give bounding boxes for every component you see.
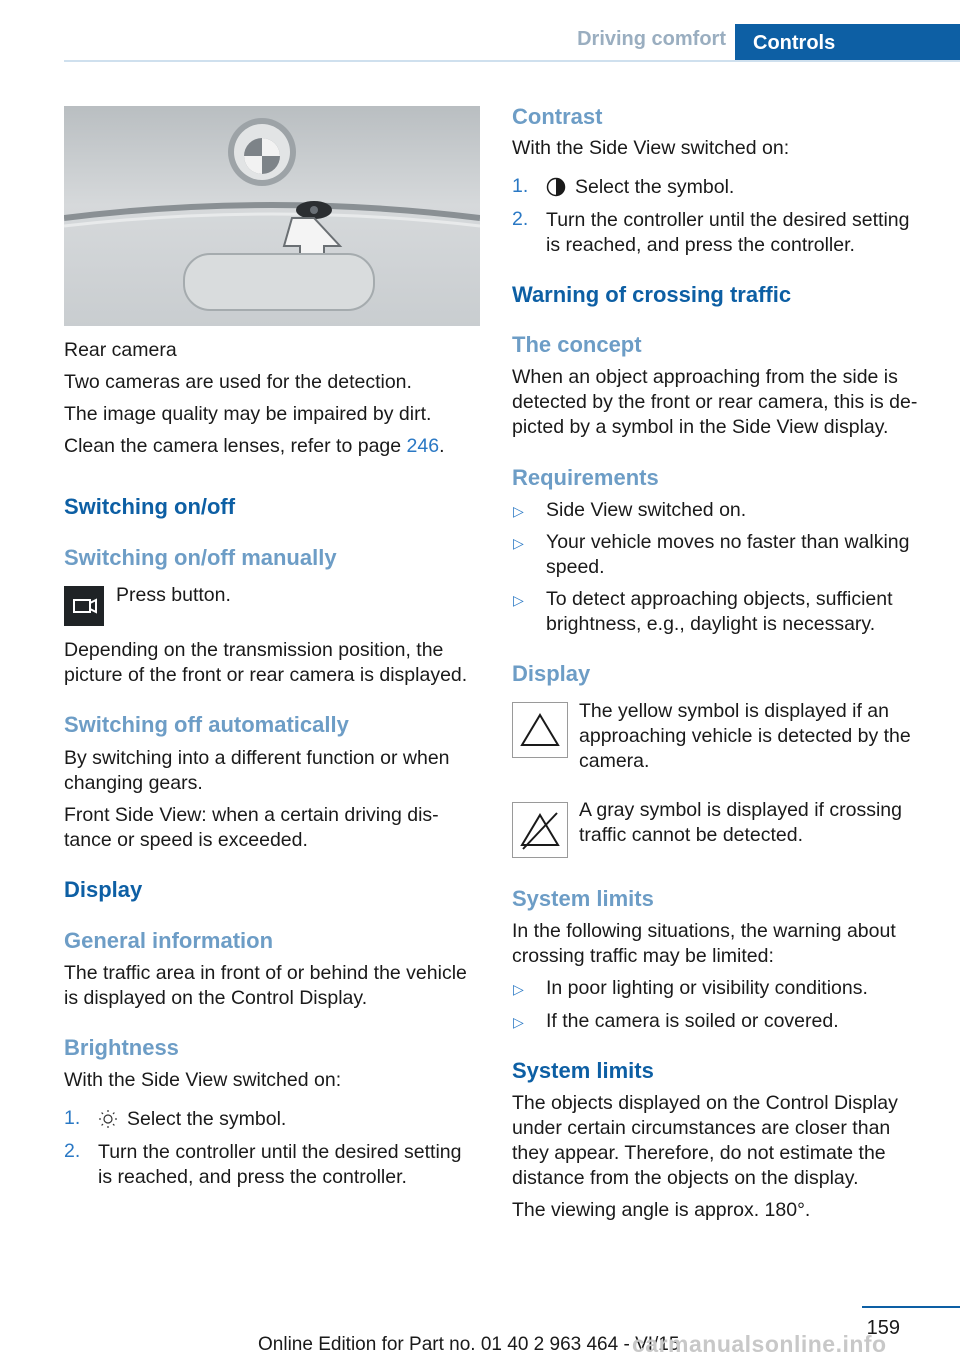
- text-front-1: Front Side View: when a certain driving dis‐: [64, 804, 439, 826]
- heading-contrast: Contrast: [512, 104, 603, 129]
- page-link-246[interactable]: 246: [406, 435, 440, 457]
- text-front-2: tance or speed is exceeded.: [64, 829, 308, 851]
- text-brightness-intro: With the Side View switched on:: [64, 1069, 342, 1091]
- sun-icon: [98, 1109, 118, 1134]
- contrast-icon: [546, 177, 566, 202]
- watermark: carmanualsonline.info: [632, 1331, 887, 1357]
- text-quality: The image quality may be impaired by dirt.: [64, 403, 432, 425]
- triangle-bullet-icon: ▷: [513, 981, 524, 997]
- list-item: Your vehicle moves no faster than walking: [546, 531, 910, 553]
- text-limits1-2: crossing traffic may be limited:: [512, 945, 774, 967]
- step-text: Select the symbol.: [575, 176, 735, 198]
- step-text: Turn the controller until the desired setting: [546, 209, 910, 231]
- heading-switching-off-auto: Switching off automatically: [64, 712, 349, 737]
- step-number: 2.: [64, 1140, 81, 1162]
- text-yellow-2: approaching vehicle is detected by the: [579, 725, 911, 747]
- triangle-bullet-icon: ▷: [513, 535, 524, 551]
- text-general-1: The traffic area in front of or behind the vehicle: [64, 962, 467, 984]
- text-gray-2: traffic cannot be detected.: [579, 824, 804, 846]
- triangle-bullet-icon: ▷: [513, 1014, 524, 1030]
- text-gray-1: A gray symbol is displayed if crossing: [579, 799, 902, 821]
- text-concept-2: detected by the front or rear camera, this is de‐: [512, 391, 918, 413]
- photo-caption: Rear camera: [64, 339, 177, 361]
- heading-switching-manually: Switching on/off manually: [64, 545, 337, 570]
- list-item: speed.: [546, 556, 605, 578]
- text-contrast-intro: With the Side View switched on:: [512, 137, 790, 159]
- text-limits2-3: they appear. Therefore, do not estimate the: [512, 1142, 886, 1164]
- header-rule: [64, 60, 960, 62]
- text-depending-2: picture of the front or rear camera is displayed.: [64, 664, 468, 686]
- step-number: 1.: [64, 1107, 81, 1129]
- heading-the-concept: The concept: [512, 332, 642, 357]
- step-text: Select the symbol.: [127, 1108, 287, 1130]
- triangle-bullet-icon: ▷: [513, 592, 524, 608]
- step-number: 1.: [512, 175, 529, 197]
- heading-system-limits-2: System limits: [512, 1058, 654, 1083]
- text-press-button: Press button.: [116, 584, 231, 606]
- list-item: brightness, e.g., daylight is necessary.: [546, 613, 876, 635]
- list-item: To detect approaching objects, sufficient: [546, 588, 893, 610]
- heading-warning-crossing: Warning of crossing traffic: [512, 282, 792, 307]
- rear-camera-illustration: [64, 106, 480, 326]
- heading-brightness: Brightness: [64, 1035, 179, 1060]
- step-text: is reached, and press the controller.: [98, 1166, 407, 1188]
- text-yellow-1: The yellow symbol is displayed if an: [579, 700, 889, 722]
- heading-switching: Switching on/off: [64, 494, 236, 519]
- warning-triangle-icon: [512, 702, 568, 758]
- page-number: 159: [866, 1317, 900, 1339]
- footer-edition: Online Edition for Part no. 01 40 2 963 464 - VI/15: [258, 1334, 680, 1355]
- text-viewing-angle: The viewing angle is approx. 180°.: [512, 1199, 811, 1221]
- rear-camera-photo: [64, 106, 480, 326]
- text-clean-lenses: Clean the camera lenses, refer to page 246.: [64, 435, 445, 457]
- text-concept-3: picted by a symbol in the Side View display.: [512, 416, 889, 438]
- triangle-bullet-icon: ▷: [513, 503, 524, 519]
- list-item: Side View switched on.: [546, 499, 747, 521]
- text-limits2-1: The objects displayed on the Control Display: [512, 1092, 898, 1114]
- text-auto-2: changing gears.: [64, 772, 203, 794]
- header-chapter-tab: Controls: [735, 24, 960, 62]
- heading-general-information: General information: [64, 928, 274, 953]
- text-depending-1: Depending on the transmission position, the: [64, 639, 444, 661]
- camera-button-icon: [64, 586, 104, 626]
- text-auto-1: By switching into a different function or when: [64, 747, 450, 769]
- heading-requirements: Requirements: [512, 465, 659, 490]
- step-text: is reached, and press the controller.: [546, 234, 855, 256]
- text-limits1-1: In the following situations, the warning about: [512, 920, 896, 942]
- text-concept-1: When an object approaching from the side is: [512, 366, 898, 388]
- footer-rule: [862, 1306, 960, 1308]
- text-limits2-4: distance from the objects on the display.: [512, 1167, 859, 1189]
- list-item: If the camera is soiled or covered.: [546, 1010, 839, 1032]
- list-item: In poor lighting or visibility conditions.: [546, 977, 868, 999]
- heading-display-right: Display: [512, 661, 591, 686]
- header-section-title: Driving comfort: [577, 28, 726, 50]
- warning-triangle-crossed-icon: [512, 802, 568, 858]
- text-limits2-2: under certain circumstances are closer than: [512, 1117, 891, 1139]
- text-yellow-3: camera.: [579, 750, 650, 772]
- step-text: Turn the controller until the desired setting: [98, 1141, 462, 1163]
- heading-display-left: Display: [64, 877, 143, 902]
- heading-system-limits-1: System limits: [512, 886, 654, 911]
- text-general-2: is displayed on the Control Display.: [64, 987, 368, 1009]
- text-two-cameras: Two cameras are used for the detection.: [64, 371, 412, 393]
- step-number: 2.: [512, 208, 529, 230]
